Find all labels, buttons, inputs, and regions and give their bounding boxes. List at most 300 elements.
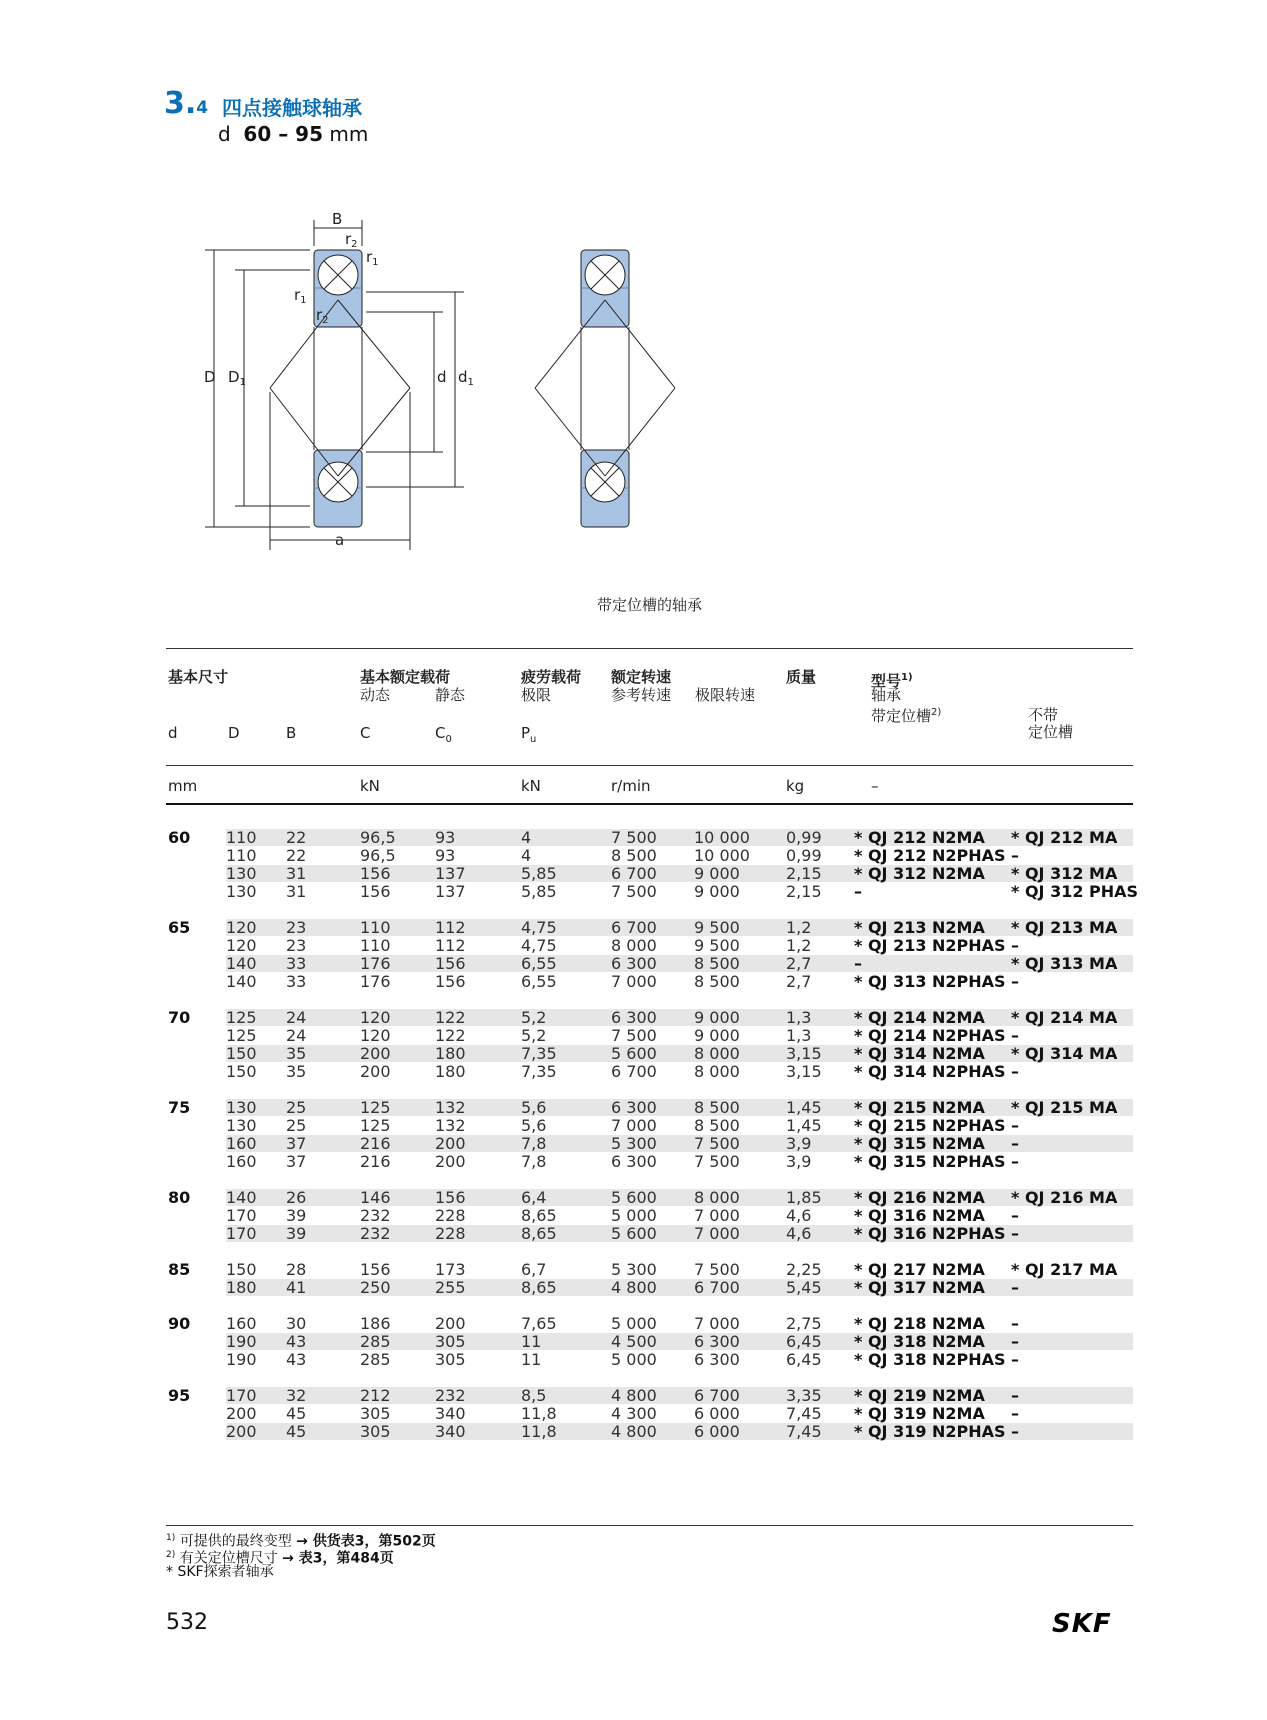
label-D: D — [204, 368, 216, 386]
cell-lim: 8 000 — [694, 1188, 740, 1207]
cell-c0: 228 — [435, 1224, 466, 1243]
cell-ref: 4 800 — [611, 1422, 657, 1441]
cell-c0: 122 — [435, 1008, 466, 1027]
cell-pu: 4 — [521, 828, 532, 847]
cell-c0: 200 — [435, 1314, 466, 1333]
footnote-3: * SKF探索者轴承 — [166, 1564, 274, 1580]
cell-designation-nogroove: * QJ 313 MA — [1011, 954, 1118, 973]
cell-c0: 93 — [435, 846, 456, 865]
cell-c: 96,5 — [360, 828, 396, 847]
cell-lim: 9 000 — [694, 864, 740, 883]
cell-d: 60 — [168, 828, 191, 847]
cell-designation-groove: * QJ 319 N2PHAS — [854, 1422, 1006, 1441]
cell-d: 80 — [168, 1188, 191, 1207]
cell-designation-nogroove: – — [1011, 1062, 1019, 1081]
cell-designation-nogroove: – — [1011, 1404, 1019, 1423]
cell-b: 35 — [286, 1062, 307, 1081]
cell-d: 160 — [226, 1314, 257, 1333]
cell-d: 110 — [226, 828, 257, 847]
cell-ref: 5 600 — [611, 1044, 657, 1063]
cell-lim: 8 000 — [694, 1044, 740, 1063]
cell-d: 125 — [226, 1008, 257, 1027]
cell-ref: 6 700 — [611, 1062, 657, 1081]
table-row — [166, 865, 1133, 883]
header-without-groove-1: 不带 — [1028, 706, 1059, 724]
cell-c: 120 — [360, 1008, 391, 1027]
cell-designation-nogroove: – — [1011, 1314, 1019, 1333]
cell-d: 120 — [226, 936, 257, 955]
cell-kg: 5,45 — [786, 1278, 822, 1297]
cell-d: 170 — [226, 1224, 257, 1243]
unit-mm: mm — [168, 777, 198, 795]
cell-d: 75 — [168, 1098, 191, 1117]
cell-lim: 9 500 — [694, 936, 740, 955]
cell-designation-groove: * QJ 212 N2PHAS — [854, 846, 1006, 865]
page-subtitle: d 60 – 95 mm — [218, 122, 369, 146]
cell-designation-nogroove: – — [1011, 1350, 1019, 1369]
cell-c0: 137 — [435, 882, 466, 901]
cell-designation-nogroove: * QJ 214 MA — [1011, 1008, 1118, 1027]
cell-c: 156 — [360, 882, 391, 901]
cell-pu: 5,85 — [521, 864, 557, 883]
cell-kg: 3,9 — [786, 1134, 812, 1153]
cell-b: 24 — [286, 1008, 307, 1027]
cell-d: 70 — [168, 1008, 191, 1027]
cell-c: 156 — [360, 864, 391, 883]
header-fatigue: 疲劳载荷 — [521, 668, 582, 686]
cell-kg: 1,3 — [786, 1008, 812, 1027]
cell-designation-nogroove: * QJ 215 MA — [1011, 1098, 1118, 1117]
cell-designation-nogroove: * QJ 212 MA — [1011, 828, 1118, 847]
cell-pu: 5,85 — [521, 882, 557, 901]
cell-c0: 156 — [435, 972, 466, 991]
cell-b: 35 — [286, 1044, 307, 1063]
cell-pu: 5,2 — [521, 1008, 547, 1027]
cell-c: 305 — [360, 1422, 391, 1441]
cell-pu: 7,8 — [521, 1152, 547, 1171]
table-row — [166, 1387, 1133, 1405]
page-number: 532 — [166, 1610, 208, 1635]
cell-d: 130 — [226, 882, 257, 901]
cell-d: 140 — [226, 1188, 257, 1207]
page-title: 四点接触球轴承 — [222, 96, 362, 120]
table-row — [166, 1063, 1133, 1081]
cell-pu: 6,55 — [521, 954, 557, 973]
table-row — [166, 882, 1139, 901]
header-mid-rule — [166, 765, 1133, 766]
cell-c: 110 — [360, 918, 391, 937]
cell-c0: 112 — [435, 918, 466, 937]
table-bottom-rule — [166, 1525, 1133, 1526]
cell-pu: 6,55 — [521, 972, 557, 991]
cell-pu: 6,7 — [521, 1260, 547, 1279]
table-row — [166, 1117, 1133, 1135]
cell-d: 140 — [226, 972, 257, 991]
cell-b: 25 — [286, 1098, 307, 1117]
cell-pu: 6,4 — [521, 1188, 547, 1207]
cell-c: 212 — [360, 1386, 391, 1405]
cell-designation-nogroove: * QJ 213 MA — [1011, 918, 1118, 937]
header-limit-speed: 极限转速 — [695, 686, 756, 704]
cell-kg: 4,6 — [786, 1224, 812, 1243]
cell-pu: 8,65 — [521, 1224, 557, 1243]
cell-c0: 228 — [435, 1206, 466, 1225]
cell-lim: 6 000 — [694, 1422, 740, 1441]
cell-designation-nogroove: – — [1011, 1026, 1019, 1045]
cell-kg: 0,99 — [786, 846, 822, 865]
cell-designation-groove: – — [854, 954, 862, 973]
bearing-diagram — [190, 200, 750, 560]
cell-designation-groove: * QJ 218 N2MA — [854, 1314, 985, 1333]
table-row — [166, 1405, 1133, 1423]
table-row — [166, 1207, 1133, 1225]
cell-kg: 3,9 — [786, 1152, 812, 1171]
cell-c: 96,5 — [360, 846, 396, 865]
cell-c0: 112 — [435, 936, 466, 955]
cell-lim: 7 500 — [694, 1260, 740, 1279]
cell-d: 130 — [226, 864, 257, 883]
cell-b: 30 — [286, 1314, 307, 1333]
cell-c: 232 — [360, 1224, 391, 1243]
label-r2-top: $r_2$ — [345, 230, 358, 250]
unit-rpm: r/min — [611, 777, 651, 795]
cell-c0: 200 — [435, 1134, 466, 1153]
cell-designation-groove: * QJ 319 N2MA — [854, 1404, 985, 1423]
cell-d: 180 — [226, 1278, 257, 1297]
cell-designation-nogroove: * QJ 217 MA — [1011, 1260, 1118, 1279]
cell-c0: 122 — [435, 1026, 466, 1045]
cell-lim: 9 000 — [694, 882, 740, 901]
header-dynamic: 动态 — [360, 686, 391, 704]
label-D1: $D_1$ — [228, 368, 246, 388]
cell-ref: 6 300 — [611, 954, 657, 973]
cell-kg: 7,45 — [786, 1422, 822, 1441]
cell-d: 190 — [226, 1332, 257, 1351]
cell-c: 186 — [360, 1314, 391, 1333]
cell-b: 39 — [286, 1224, 307, 1243]
cell-designation-groove: * QJ 312 N2MA — [854, 864, 985, 883]
cell-d: 130 — [226, 1116, 257, 1135]
cell-kg: 1,85 — [786, 1188, 822, 1207]
cell-d: 130 — [226, 1098, 257, 1117]
symbol-Pu: $P_u$ — [521, 724, 537, 745]
cell-b: 31 — [286, 882, 307, 901]
cell-ref: 5 600 — [611, 1188, 657, 1207]
cell-designation-groove: * QJ 219 N2MA — [854, 1386, 985, 1405]
cell-designation-groove: * QJ 317 N2MA — [854, 1278, 985, 1297]
cell-d: 125 — [226, 1026, 257, 1045]
unit-kN-fatigue: kN — [521, 777, 541, 795]
cell-designation-groove: * QJ 215 N2MA — [854, 1098, 985, 1117]
cell-b: 45 — [286, 1422, 307, 1441]
label-d1: $d_1$ — [458, 368, 474, 388]
cell-lim: 7 000 — [694, 1224, 740, 1243]
label-r1-left: $r_1$ — [294, 286, 307, 306]
cell-c0: 340 — [435, 1422, 466, 1441]
cell-lim: 7 500 — [694, 1134, 740, 1153]
symbol-C: C — [360, 724, 371, 742]
cell-designation-nogroove: – — [1011, 1386, 1019, 1405]
cell-lim: 8 500 — [694, 1116, 740, 1135]
cell-designation-nogroove: – — [1011, 936, 1019, 955]
table-row — [166, 1153, 1133, 1171]
cell-designation-nogroove: * QJ 314 MA — [1011, 1044, 1118, 1063]
cell-kg: 2,25 — [786, 1260, 822, 1279]
cell-designation-groove: * QJ 215 N2PHAS — [854, 1116, 1006, 1135]
cell-lim: 7 500 — [694, 1152, 740, 1171]
cell-lim: 6 700 — [694, 1386, 740, 1405]
cell-d: 170 — [226, 1206, 257, 1225]
cell-designation-nogroove: – — [1011, 1422, 1019, 1441]
cell-c: 216 — [360, 1134, 391, 1153]
header-static: 静态 — [435, 686, 466, 704]
cell-designation-groove: * QJ 318 N2PHAS — [854, 1350, 1006, 1369]
cell-ref: 5 000 — [611, 1350, 657, 1369]
table-row — [166, 1351, 1133, 1369]
cell-ref: 6 300 — [611, 1098, 657, 1117]
cell-b: 24 — [286, 1026, 307, 1045]
cell-designation-groove: * QJ 315 N2PHAS — [854, 1152, 1006, 1171]
cell-kg: 6,45 — [786, 1332, 822, 1351]
cell-c0: 305 — [435, 1332, 466, 1351]
cell-pu: 8,5 — [521, 1386, 547, 1405]
cell-designation-groove: * QJ 315 N2MA — [854, 1134, 985, 1153]
cell-pu: 11 — [521, 1350, 542, 1369]
symbol-d: d — [168, 724, 178, 742]
cell-lim: 6 300 — [694, 1332, 740, 1351]
footnote-2: $^{2)}$ 有关定位槽尺寸 → 表3，第484页 — [166, 1550, 394, 1567]
symbol-B: B — [286, 724, 297, 742]
cell-kg: 4,6 — [786, 1206, 812, 1225]
cell-kg: 1,45 — [786, 1116, 822, 1135]
footnote-1: $^{1)}$ 可提供的最终变型 → 供货表3，第502页 — [166, 1533, 436, 1550]
cell-pu: 8,65 — [521, 1206, 557, 1225]
cell-b: 43 — [286, 1350, 307, 1369]
cell-c: 232 — [360, 1206, 391, 1225]
cell-c: 250 — [360, 1278, 391, 1297]
cell-b: 32 — [286, 1386, 307, 1405]
cell-d: 150 — [226, 1062, 257, 1081]
cell-c0: 340 — [435, 1404, 466, 1423]
cell-c: 200 — [360, 1044, 391, 1063]
cell-pu: 8,65 — [521, 1278, 557, 1297]
table-row — [166, 1261, 1133, 1279]
symbol-D: D — [228, 724, 240, 742]
cell-ref: 6 700 — [611, 864, 657, 883]
cell-designation-nogroove: – — [1011, 1152, 1019, 1171]
cell-designation-nogroove: * QJ 312 PHAS — [1011, 882, 1139, 901]
cell-ref: 8 500 — [611, 846, 657, 865]
cell-ref: 6 300 — [611, 1008, 657, 1027]
cell-d: 85 — [168, 1260, 191, 1279]
table-row — [166, 847, 1133, 865]
cell-c: 146 — [360, 1188, 391, 1207]
cell-b: 23 — [286, 918, 307, 937]
cell-ref: 7 000 — [611, 972, 657, 991]
cell-d: 160 — [226, 1134, 257, 1153]
cell-lim: 8 000 — [694, 1062, 740, 1081]
cell-c0: 200 — [435, 1152, 466, 1171]
cell-pu: 5,6 — [521, 1116, 547, 1135]
cell-designation-nogroove: – — [1011, 972, 1019, 991]
table-row — [166, 1423, 1133, 1441]
cell-b: 45 — [286, 1404, 307, 1423]
cell-c: 125 — [360, 1116, 391, 1135]
header-without-groove-2: 定位槽 — [1028, 723, 1074, 741]
skf-logo: SKF — [1052, 1609, 1112, 1639]
cell-kg: 2,7 — [786, 972, 812, 991]
label-r2-left: $r_2$ — [316, 306, 329, 326]
table-row — [166, 1135, 1133, 1153]
cell-b: 23 — [286, 936, 307, 955]
cell-d: 95 — [168, 1386, 191, 1405]
cell-designation-groove: * QJ 316 N2MA — [854, 1206, 985, 1225]
cell-c: 110 — [360, 936, 391, 955]
cell-kg: 3,15 — [786, 1044, 822, 1063]
header-mass: 质量 — [786, 668, 817, 686]
cell-kg: 2,7 — [786, 954, 812, 973]
cell-lim: 6 000 — [694, 1404, 740, 1423]
header-with-groove: 带定位槽$^{2)}$ — [871, 707, 942, 725]
cell-pu: 7,65 — [521, 1314, 557, 1333]
table-row — [166, 1027, 1133, 1045]
cell-kg: 1,45 — [786, 1098, 822, 1117]
cell-lim: 9 000 — [694, 1008, 740, 1027]
cell-designation-groove: * QJ 214 N2MA — [854, 1008, 985, 1027]
cell-designation-groove: * QJ 313 N2PHAS — [854, 972, 1006, 991]
cell-ref: 4 800 — [611, 1386, 657, 1405]
cell-kg: 2,15 — [786, 882, 822, 901]
cell-c: 285 — [360, 1350, 391, 1369]
cell-designation-groove: * QJ 216 N2MA — [854, 1188, 985, 1207]
table-row — [166, 1315, 1133, 1333]
table-row — [166, 919, 1133, 937]
cell-c0: 93 — [435, 828, 456, 847]
cell-lim: 8 500 — [694, 1098, 740, 1117]
cell-c: 156 — [360, 1260, 391, 1279]
table-row — [166, 973, 1133, 991]
symbol-C0: $C_0$ — [435, 724, 452, 745]
table-row — [166, 829, 1133, 847]
cell-lim: 6 300 — [694, 1350, 740, 1369]
header-designation: 型号$^{1)}$ — [871, 672, 913, 690]
cell-d: 150 — [226, 1044, 257, 1063]
table-row — [166, 1333, 1133, 1351]
cell-lim: 8 500 — [694, 954, 740, 973]
cell-kg: 1,2 — [786, 936, 812, 955]
cell-d: 170 — [226, 1386, 257, 1405]
cell-b: 43 — [286, 1332, 307, 1351]
cell-pu: 4,75 — [521, 918, 557, 937]
cell-b: 37 — [286, 1134, 307, 1153]
header-bottom-rule — [166, 803, 1133, 805]
cell-ref: 5 300 — [611, 1260, 657, 1279]
cell-ref: 4 500 — [611, 1332, 657, 1351]
cell-ref: 7 500 — [611, 882, 657, 901]
cell-ref: 4 800 — [611, 1278, 657, 1297]
cell-c0: 156 — [435, 954, 466, 973]
cell-c0: 132 — [435, 1098, 466, 1117]
cell-c0: 156 — [435, 1188, 466, 1207]
cell-designation-nogroove: – — [1011, 1116, 1019, 1135]
label-a: a — [335, 531, 345, 549]
cell-d: 120 — [226, 918, 257, 937]
cell-d: 200 — [226, 1422, 257, 1441]
cell-designation-groove: * QJ 217 N2MA — [854, 1260, 985, 1279]
cell-pu: 4 — [521, 846, 532, 865]
cell-b: 31 — [286, 864, 307, 883]
cell-ref: 5 000 — [611, 1206, 657, 1225]
cell-d: 200 — [226, 1404, 257, 1423]
cell-d: 190 — [226, 1350, 257, 1369]
cell-lim: 7 000 — [694, 1314, 740, 1333]
cell-c: 285 — [360, 1332, 391, 1351]
cell-designation-nogroove: – — [1011, 1332, 1019, 1351]
table-row — [166, 1009, 1133, 1027]
cell-kg: 6,45 — [786, 1350, 822, 1369]
table-row — [166, 937, 1133, 955]
cell-designation-nogroove: * QJ 216 MA — [1011, 1188, 1118, 1207]
diagram-caption: 带定位槽的轴承 — [597, 596, 703, 614]
cell-ref: 7 500 — [611, 828, 657, 847]
cell-lim: 9 000 — [694, 1026, 740, 1045]
cell-kg: 2,15 — [786, 864, 822, 883]
label-d: d — [437, 368, 447, 386]
cell-kg: 1,3 — [786, 1026, 812, 1045]
cell-pu: 7,35 — [521, 1062, 557, 1081]
cell-b: 33 — [286, 954, 307, 973]
cell-designation-groove: * QJ 212 N2MA — [854, 828, 985, 847]
cell-b: 39 — [286, 1206, 307, 1225]
header-bearing: 轴承 — [871, 686, 902, 704]
cell-ref: 8 000 — [611, 936, 657, 955]
header-load-ratings: 基本额定载荷 — [360, 668, 451, 686]
cell-ref: 6 700 — [611, 918, 657, 937]
cell-pu: 7,35 — [521, 1044, 557, 1063]
cell-pu: 11,8 — [521, 1404, 557, 1423]
label-B: B — [332, 210, 343, 228]
cell-b: 33 — [286, 972, 307, 991]
cell-lim: 8 500 — [694, 972, 740, 991]
cell-lim: 10 000 — [694, 828, 750, 847]
cell-d: 65 — [168, 918, 191, 937]
cell-ref: 7 000 — [611, 1116, 657, 1135]
cell-c0: 180 — [435, 1062, 466, 1081]
cell-pu: 5,6 — [521, 1098, 547, 1117]
cell-b: 41 — [286, 1278, 307, 1297]
table-row — [166, 955, 1133, 973]
cell-d: 110 — [226, 846, 257, 865]
cell-pu: 4,75 — [521, 936, 557, 955]
cell-designation-groove: * QJ 314 N2PHAS — [854, 1062, 1006, 1081]
cell-c0: 137 — [435, 864, 466, 883]
cell-lim: 10 000 — [694, 846, 750, 865]
table-top-rule — [166, 648, 1133, 649]
cell-pu: 7,8 — [521, 1134, 547, 1153]
cell-c: 200 — [360, 1062, 391, 1081]
cell-d: 150 — [226, 1260, 257, 1279]
cell-lim: 7 000 — [694, 1206, 740, 1225]
label-r1-top: $r_1$ — [366, 248, 379, 268]
cell-designation-groove: * QJ 213 N2MA — [854, 918, 985, 937]
cell-d: 90 — [168, 1314, 191, 1333]
cell-designation-groove: * QJ 318 N2MA — [854, 1332, 985, 1351]
table-row — [166, 1279, 1133, 1297]
header-ref-speed: 参考转速 — [611, 686, 672, 704]
cell-b: 25 — [286, 1116, 307, 1135]
cell-designation-groove: – — [854, 882, 862, 901]
cell-kg: 0,99 — [786, 828, 822, 847]
